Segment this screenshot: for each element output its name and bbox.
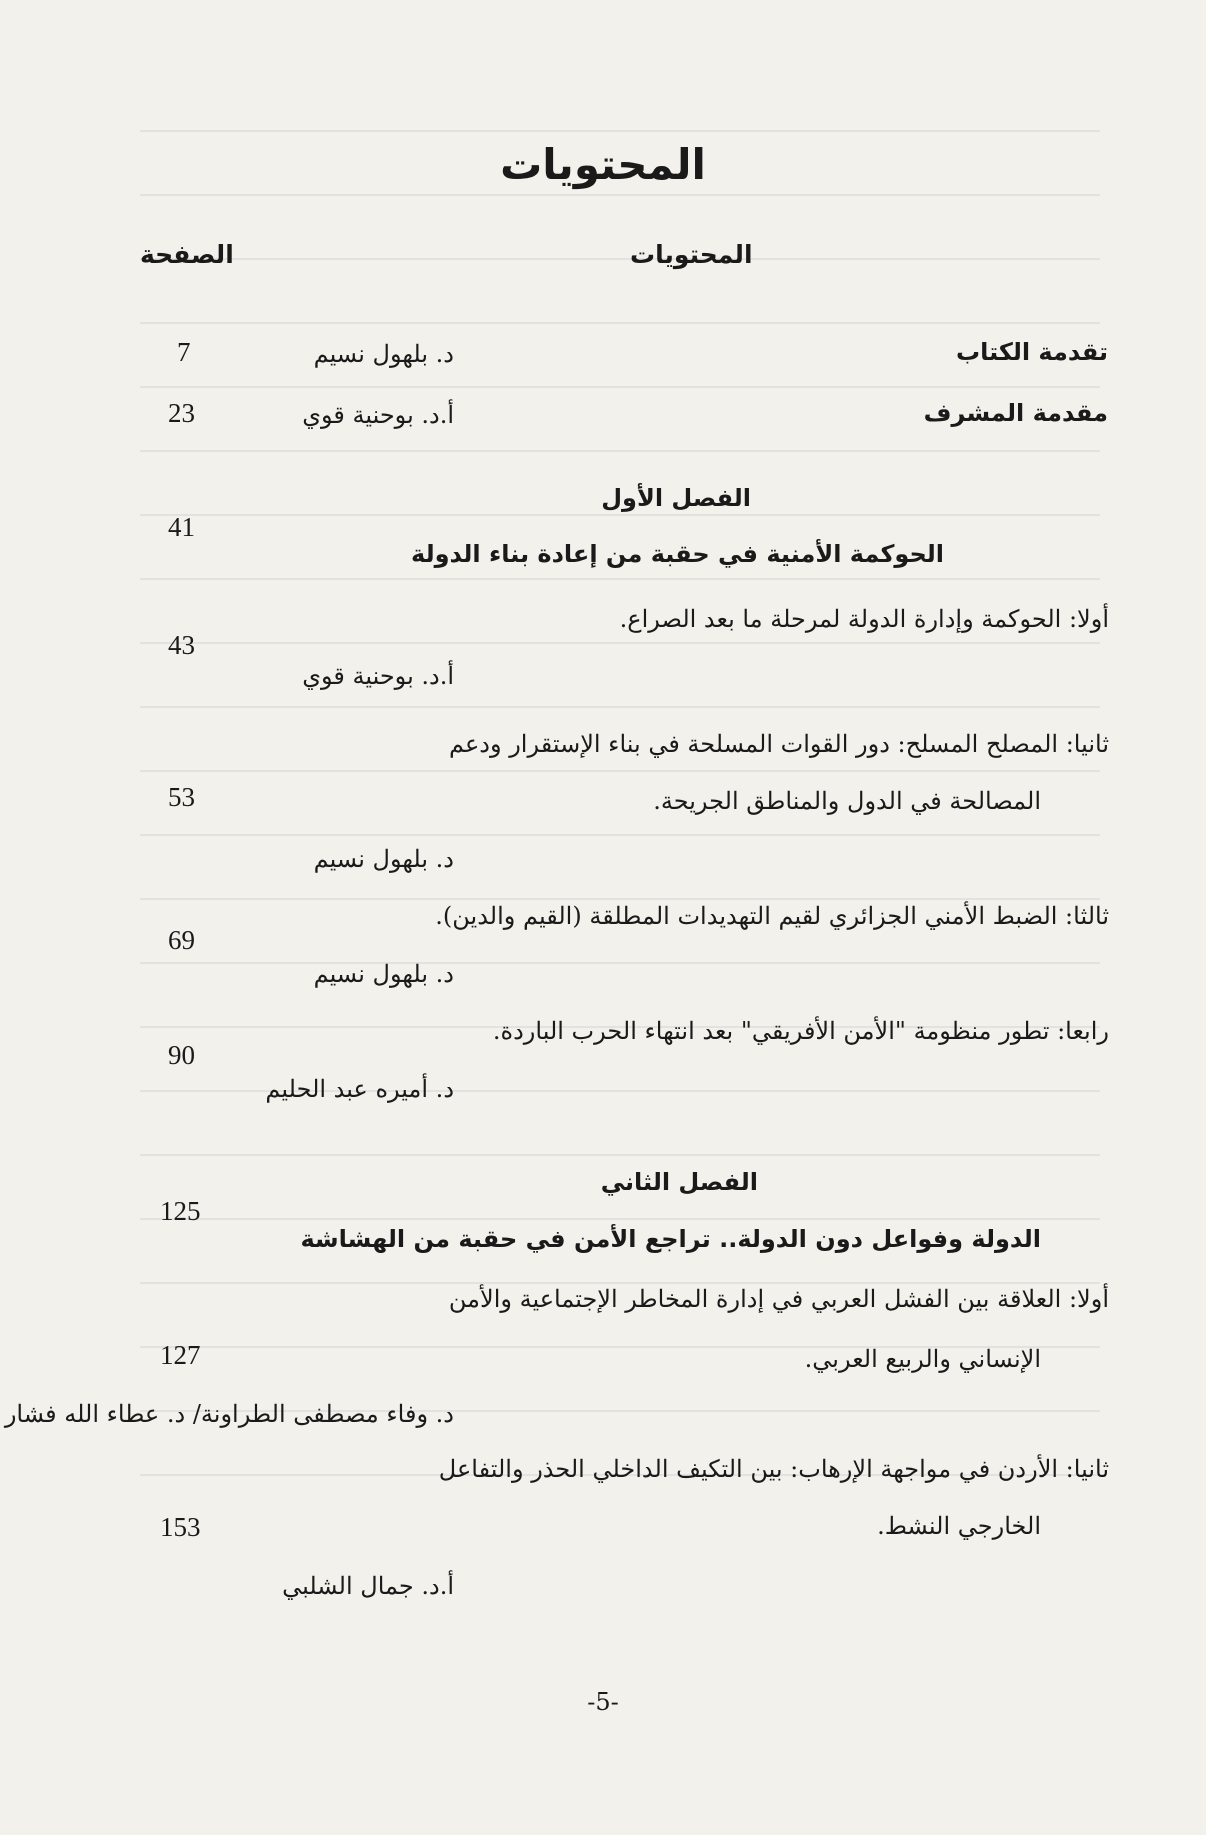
ch2-item-1-line-2: الإنساني والربيع العربي. <box>804 1345 1041 1373</box>
ch1-item-4-line-1: رابعا: تطور منظومة "الأمن الأفريقي" بعد انتهاء الحرب الباردة. <box>492 1017 1109 1045</box>
ch2-item-2-author: أ.د. جمال الشلبي <box>282 1572 454 1600</box>
chapter-1-subtitle: الحوكمة الأمنية في حقبة من إعادة بناء الدولة <box>411 540 944 568</box>
column-header-page: الصفحة <box>140 240 234 269</box>
front-label-preface: تقدمة الكتاب <box>955 338 1108 366</box>
ch1-item-1-line-1: أولا: الحوكمة وإدارة الدولة لمرحلة ما بعد الصراع. <box>619 605 1109 633</box>
ch1-item-4-page: 90 <box>168 1040 195 1070</box>
ch1-item-3-line-1: ثالثا: الضبط الأمني الجزائري لقيم التهديدات المطلقة (القيم والدين). <box>435 902 1109 930</box>
ch1-item-2-author: د. بلهول نسيم <box>313 845 454 873</box>
chapter-2-page: 125 <box>160 1196 201 1226</box>
front-label-supervisor: مقدمة المشرف <box>923 399 1108 427</box>
page-title: المحتويات <box>500 140 706 189</box>
ch1-item-2-line-1: ثانيا: المصلح المسلح: دور القوات المسلحة في بناء الإستقرار ودعم <box>449 730 1109 758</box>
ch1-item-1-author: أ.د. بوحنية قوي <box>302 662 454 690</box>
chapter-1-page: 41 <box>168 512 195 542</box>
chapter-2-subtitle: الدولة وفواعل دون الدولة.. تراجع الأمن في حقبة من الهشاشة <box>300 1225 1041 1253</box>
ch2-item-2-line-2: الخارجي النشط. <box>877 1512 1041 1540</box>
front-page-supervisor: 23 <box>168 398 195 428</box>
ch1-item-3-page: 69 <box>168 925 195 955</box>
chapter-1-heading: الفصل الأول <box>601 484 751 512</box>
chapter-2-heading: الفصل الثاني <box>600 1168 758 1196</box>
ch1-item-4-author: د. أميره عبد الحليم <box>265 1075 454 1103</box>
ch1-item-3-author: د. بلهول نسيم <box>313 960 454 988</box>
ch1-item-2-line-2: المصالحة في الدول والمناطق الجريحة. <box>653 787 1041 815</box>
front-page-preface: 7 <box>177 337 191 367</box>
front-author-preface: د. بلهول نسيم <box>313 340 454 368</box>
ch2-item-1-line-1: أولا: العلاقة بين الفشل العربي في إدارة المخاطر الإجتماعية والأمن <box>448 1285 1109 1313</box>
ch1-item-2-page: 53 <box>168 782 195 812</box>
front-author-supervisor: أ.د. بوحنية قوي <box>302 401 454 429</box>
ch2-item-1-page: 127 <box>160 1340 201 1370</box>
ch2-item-2-page: 153 <box>160 1512 201 1542</box>
column-header-contents: المحتويات <box>630 240 753 269</box>
ch2-item-2-line-1: ثانيا: الأردن في مواجهة الإرهاب: بين التكيف الداخلي الحذر والتفاعل <box>438 1455 1109 1483</box>
page-number-footer: -5- <box>587 1688 619 1716</box>
ch1-item-1-page: 43 <box>168 630 195 660</box>
ch2-item-1-author: د. وفاء مصطفى الطراونة/ د. عطاء الله فشار <box>4 1400 454 1428</box>
